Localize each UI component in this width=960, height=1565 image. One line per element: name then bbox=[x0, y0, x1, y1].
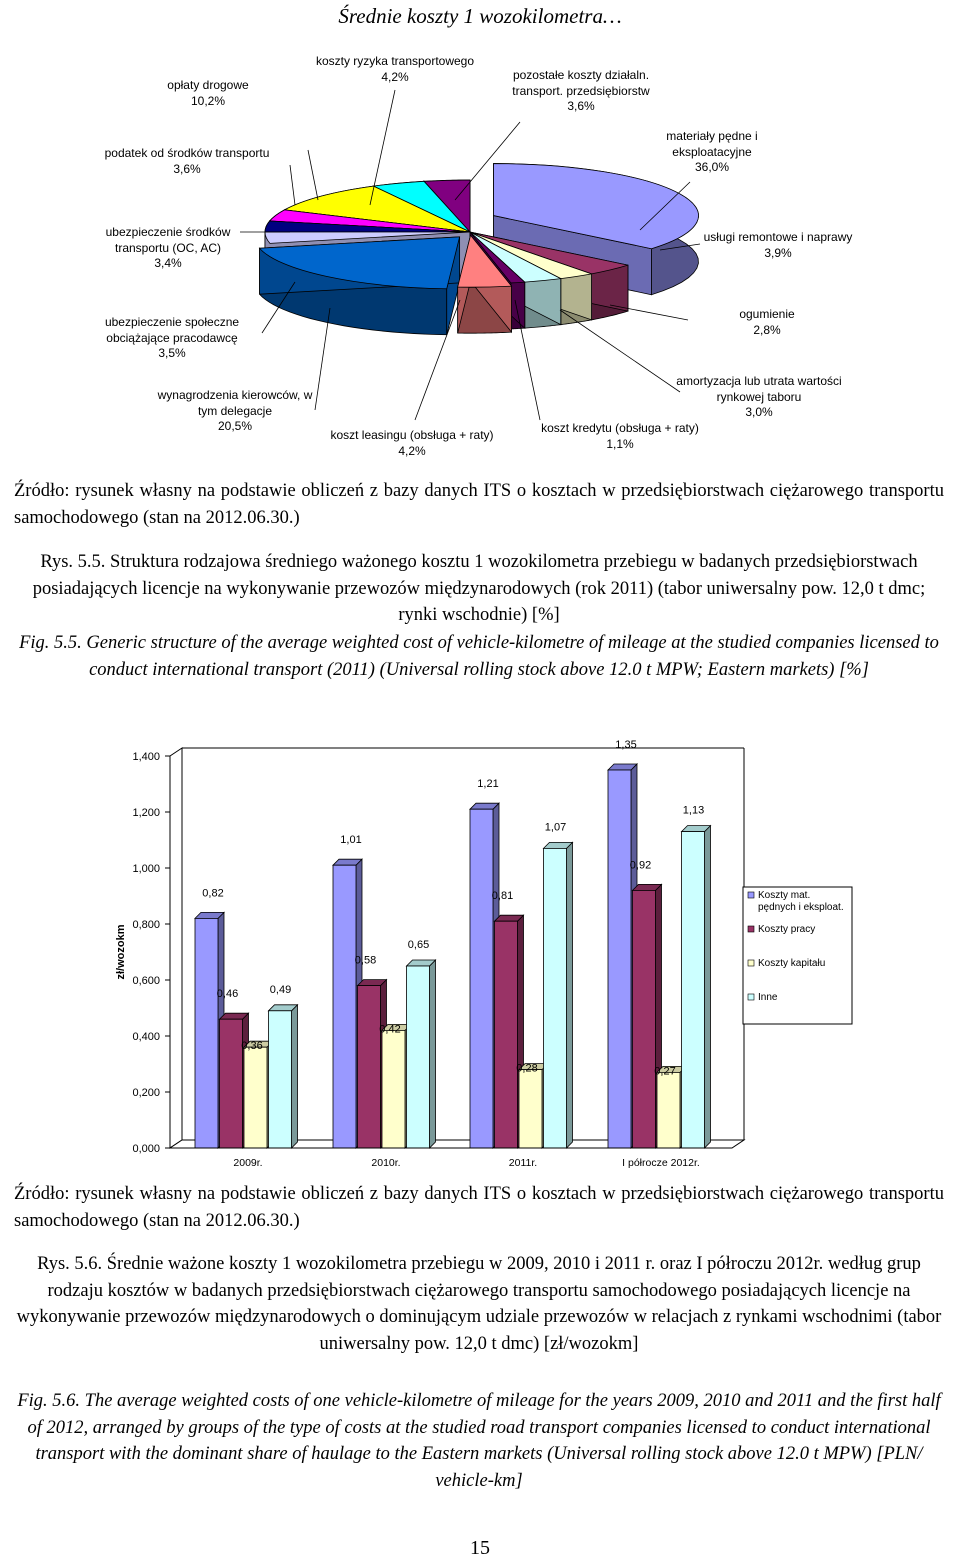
legend bbox=[743, 887, 852, 1024]
y-tick-label: 0,000 bbox=[132, 1143, 160, 1155]
pie-label: ogumienie 2,8% bbox=[739, 307, 795, 337]
pie-label: usługi remontowe i naprawy 3,9% bbox=[703, 230, 853, 260]
data-label: 1,07 bbox=[544, 821, 567, 834]
y-axis-label: zł/wozokm bbox=[115, 924, 127, 980]
bar bbox=[682, 826, 711, 1148]
bar bbox=[407, 960, 436, 1148]
source-note-2: Źródło: rysunek własny na podstawie obliczeń z bazy danych ITS o kosztach w przedsiębiorstwach ciężarowego transportu samochodowego (stan na 2012.06.30.) bbox=[14, 1184, 944, 1231]
data-label: 0,58 bbox=[354, 954, 377, 967]
data-label: 1,01 bbox=[340, 834, 362, 847]
y-tick-label: 1,200 bbox=[132, 807, 160, 819]
data-label: 0,46 bbox=[216, 988, 239, 1001]
page-number: 15 bbox=[470, 1537, 490, 1559]
data-label: 0,42 bbox=[379, 1023, 401, 1036]
figure-caption-en-2: Fig. 5.6. The average weighted costs of one vehicle-kilometre of mileage for the years 2009, 2010 and 2011 and the first half of 2012, arranged by groups of the type of costs at the studied road transport companies licensed to conduct international transport with the dominant share of haulage to the Eastern markets (Universal rolling stock above 12.0 t MPW) [PLN/ vehicle-km] bbox=[17, 1391, 941, 1491]
pie-label: wynagrodzenia kierowców, w tym delegacje 20,5% bbox=[157, 388, 313, 433]
pie-chart-title: Średnie koszty 1 wozokilometra… bbox=[338, 4, 622, 28]
data-label: 0,27 bbox=[654, 1065, 676, 1078]
x-tick-label: I półrocze 2012r. bbox=[622, 1157, 700, 1169]
x-tick-label: 2009r. bbox=[233, 1157, 263, 1169]
legend-swatch bbox=[748, 926, 754, 932]
bar bbox=[544, 842, 573, 1148]
data-label: 0,28 bbox=[516, 1062, 538, 1075]
pie-label: koszt leasingu (obsługa + raty) 4,2% bbox=[330, 428, 494, 458]
data-label: 0,82 bbox=[202, 887, 224, 900]
legend-swatch bbox=[748, 892, 754, 898]
bar bbox=[269, 1005, 298, 1148]
data-label: 1,21 bbox=[477, 778, 499, 791]
legend-label: Inne bbox=[758, 992, 778, 1003]
data-label: 0,65 bbox=[407, 939, 430, 951]
data-label: 1,35 bbox=[615, 739, 637, 751]
x-tick-label: 2010r. bbox=[371, 1157, 401, 1169]
data-label: 0,81 bbox=[491, 890, 514, 903]
legend-label: Koszty kapitału bbox=[758, 958, 826, 969]
pie-label: ubezpieczenie społeczne obciążające pracodawcę 3,5% bbox=[104, 315, 240, 360]
pie-label: amortyzacja lub utrata wartości rynkowej taboru 3,0% bbox=[676, 374, 842, 419]
y-tick-label: 1,000 bbox=[132, 863, 160, 875]
data-label: 1,13 bbox=[682, 804, 705, 817]
pie-label: koszt kredytu (obsługa + raty) 1,1% bbox=[541, 421, 699, 451]
pie-label: opłaty drogowe 10,2% bbox=[167, 78, 249, 108]
y-tick-label: 0,800 bbox=[132, 919, 160, 931]
source-note-1: Źródło: rysunek własny na podstawie obliczeń z bazy danych ITS o kosztach w przedsiębiorstwach ciężarowego transportu samochodowego (stan na 2012.06.30.) bbox=[14, 481, 944, 528]
legend-swatch bbox=[748, 960, 754, 966]
side-wall bbox=[170, 748, 182, 1148]
x-tick-label: 2011r. bbox=[508, 1157, 538, 1169]
y-tick-label: 1,400 bbox=[132, 751, 160, 763]
y-tick-label: 0,600 bbox=[132, 975, 160, 987]
legend-label: Koszty mat. bbox=[758, 890, 811, 901]
y-tick-label: 0,400 bbox=[132, 1031, 160, 1043]
y-tick-label: 0,200 bbox=[132, 1087, 160, 1099]
pie-label: materiały pędne i eksploatacyjne 36,0% bbox=[666, 129, 758, 174]
legend-swatch bbox=[748, 994, 754, 1000]
figure-caption-pl-1: Rys. 5.5. Struktura rodzajowa średniego ważonego kosztu 1 wozokilometra przebiegu w badanych przedsiębiorstwach posiadających licencje na wykonywanie przewozów międzynarodowych (rok 2011) (tabor uniwersalny pow. 12,0 t dmc; rynki wschodnie) [%] bbox=[32, 552, 926, 625]
data-label: 0,36 bbox=[241, 1040, 263, 1053]
legend-label: Koszty pracy bbox=[758, 924, 816, 935]
legend-label: pędnych i eksploat. bbox=[758, 902, 844, 913]
pie-label: pozostałe koszty działaln. transport. przedsiębiorstw 3,6% bbox=[512, 68, 650, 113]
figure-caption-en-1: Fig. 5.5. Generic structure of the average weighted cost of vehicle-kilometre of mileage at the studied companies licensed to conduct international transport (2011) (Universal rolling stock above 12.0 t MPW; Eastern markets) [%] bbox=[19, 633, 939, 680]
pie-label: koszty ryzyka transportowego 4,2% bbox=[315, 54, 475, 84]
data-label: 0,49 bbox=[269, 983, 292, 996]
pie-label: ubezpieczenie środków transportu (OC, AC) 3,4% bbox=[105, 225, 231, 270]
pie-label: podatek od środków transportu 3,6% bbox=[104, 146, 270, 176]
figure-caption-pl-2: Rys. 5.6. Średnie ważone koszty 1 wozokilometra przebiegu w 2009, 2010 i 2011 r. oraz I półroczu 2012r. według grup rodzaju kosztów w badanych przedsiębiorstwach ciężarowego transportu samochodowego posiadających licencje na wykonywanie przewozów międzynarodowych o dominującym udziale przewozów w relacjach z rynkami wschodnimi (tabor uniwersalny pow. 12,0 t dmc) [zł/wozokm] bbox=[16, 1254, 942, 1354]
data-label: 0,92 bbox=[629, 859, 652, 872]
